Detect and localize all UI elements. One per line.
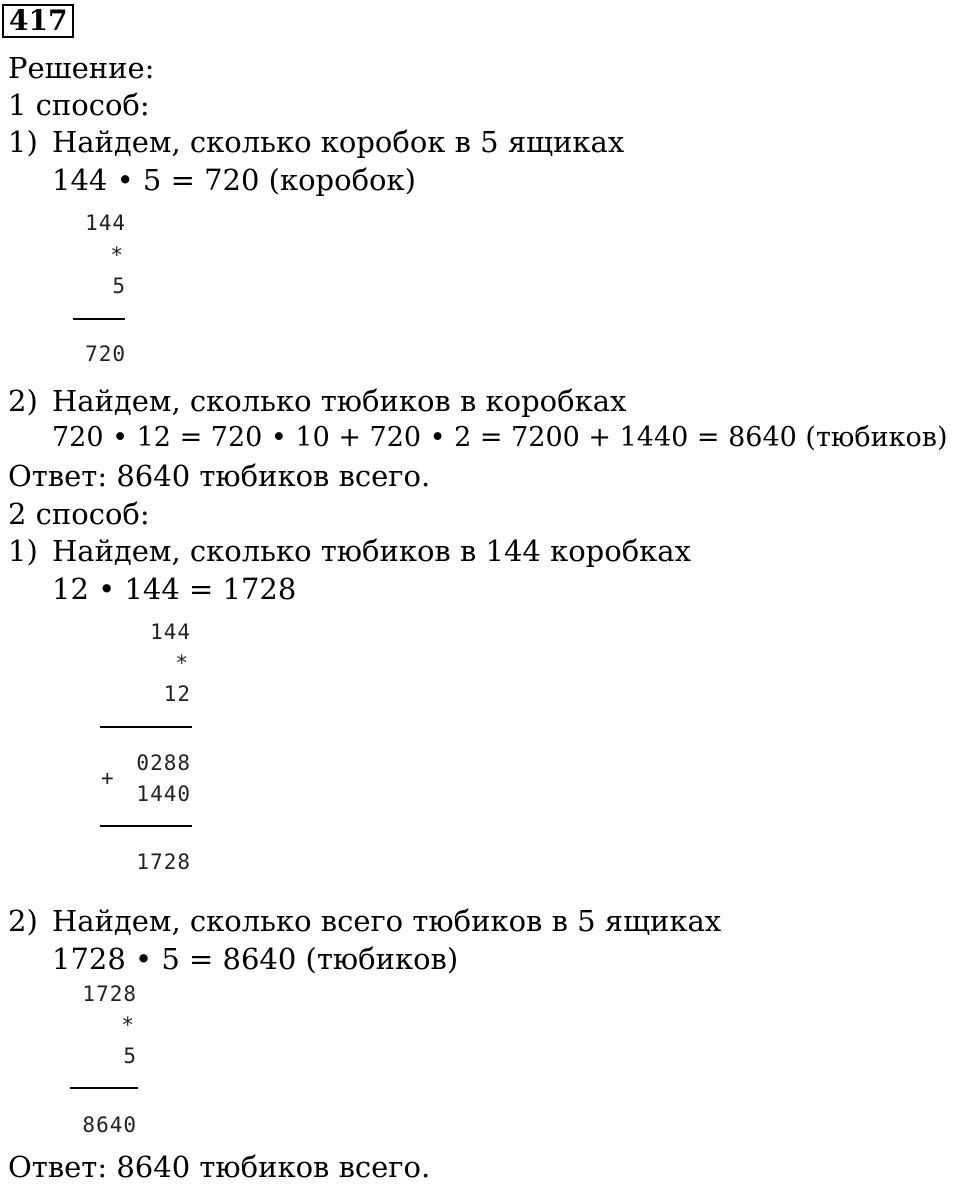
method1-step2-equation: 720 • 12 = 720 • 10 + 720 • 2 = 7200 + 1440 = 8640 (тюбиков) [52,422,948,453]
method1-step1-equation: 144 • 5 = 720 (коробок) [52,163,416,197]
calc2-result: 1728 [136,850,191,874]
method2-answer: Ответ: 8640 тюбиков всего. [8,1150,431,1184]
method2-step1-text: Найдем, сколько тюбиков в 144 коробках [52,534,691,568]
calc1-result: 720 [85,342,126,366]
calc2-multiplier: 12 [163,682,191,706]
method2-step1-equation: 12 • 144 = 1728 [52,572,297,606]
calc3-result: 8640 [82,1113,137,1137]
calc1-multiplier: 5 [112,274,126,298]
method2-title: 2 способ: [8,497,150,531]
method2-step2-equation: 1728 • 5 = 8640 (тюбиков) [52,942,459,976]
solution-heading: Решение: [8,51,155,85]
method2-step1-label: 1) [8,534,38,568]
calc2-plus: + [101,766,114,790]
calc3-multiplier: 5 [123,1044,137,1068]
calc3-operator: * [121,1013,135,1037]
method1-answer: Ответ: 8640 тюбиков всего. [8,459,431,493]
calc2-partial2: 1440 [136,782,191,806]
calc3-multiplicand: 1728 [82,982,137,1006]
problem-number: 417 [2,4,74,38]
calc2-operator: * [175,651,189,675]
calc2-partial1: 0288 [136,751,191,775]
method1-step1-text: Найдем, сколько коробок в 5 ящиках [52,125,625,159]
method2-step2-label: 2) [8,904,38,938]
calc2-rule-bottom [100,825,192,827]
method1-step2-text: Найдем, сколько тюбиков в коробках [52,384,627,418]
calc1-rule [73,318,125,320]
method1-title: 1 способ: [8,88,150,122]
method1-step2-label: 2) [8,384,38,418]
calc1-operator: * [110,243,124,267]
method1-step1-label: 1) [8,125,38,159]
calc3-rule [70,1087,138,1089]
calc1-multiplicand: 144 [85,211,126,235]
method2-step2-text: Найдем, сколько всего тюбиков в 5 ящиках [52,904,722,938]
calc2-multiplicand: 144 [150,620,191,644]
calc2-rule-top [100,726,192,728]
